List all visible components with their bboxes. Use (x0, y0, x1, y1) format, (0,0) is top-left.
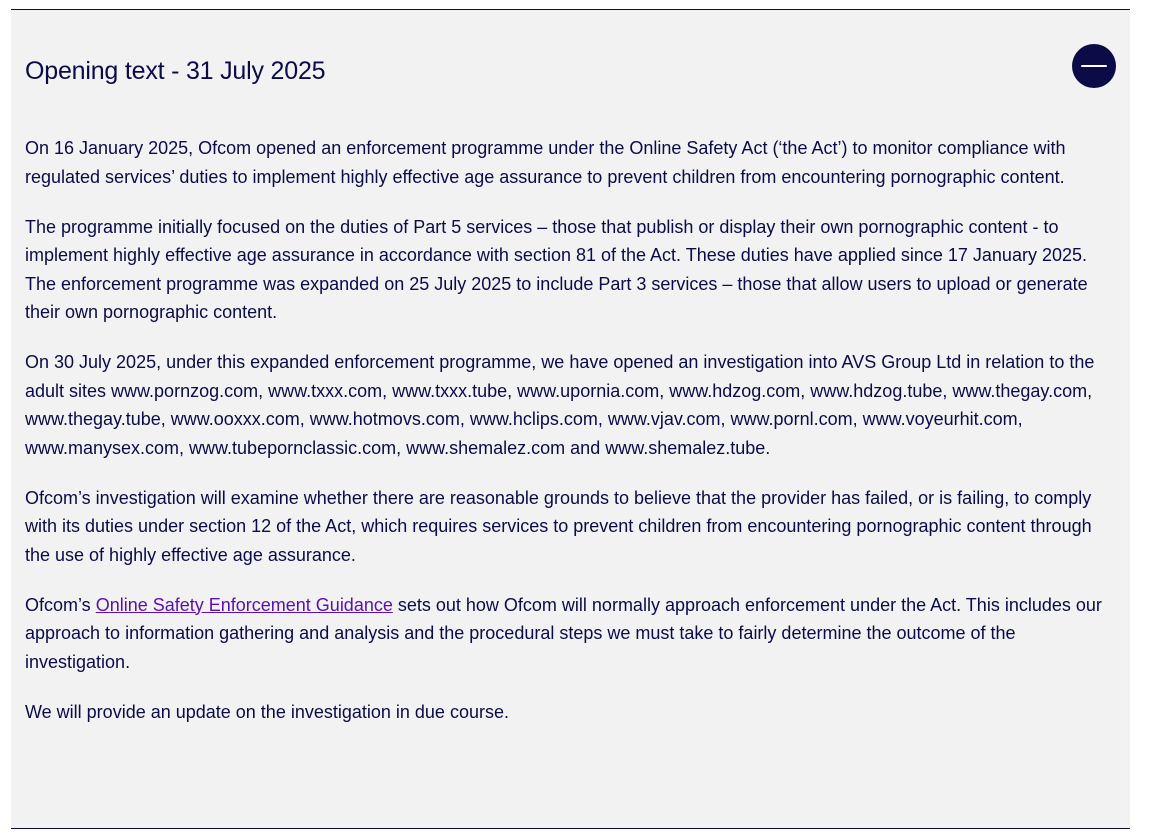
minus-icon (1081, 65, 1107, 67)
paragraph-5-prefix: Ofcom’s (25, 594, 96, 615)
paragraph-5-suffix: sets out how Ofcom will normally approach enforcement under the Act. This includes our approach to information gathering and analysis and the procedural steps we must take to fairly determine the outcome of the investigation. (25, 594, 1102, 672)
paragraph-3: On 30 July 2025, under this expanded enforcement programme, we have opened an investigation into AVS Group Ltd in relation to the adult sites www.pornzog.com, www.txxx.com, www.txxx.tube, www.upornia.com, www.hdzog.com, www.hdzog.tube, www.thegay.com, www.thegay.tube, www.ooxxx.com, www.hotmovs.com, www.hclips.com, www.vjav.com, www.pornl.com, www.voyeurhit.com, www.manysex.com, www.tubepornclassic.com, www.shemalez.com and www.shemalez.tube. (25, 352, 1095, 458)
paragraph-5 (25, 591, 1115, 677)
enforcement-guidance-link[interactable]: Online Safety Enforcement Guidance (95, 594, 393, 615)
accordion-panel (11, 9, 1130, 829)
section-body (25, 134, 1115, 748)
paragraph-4: Ofcom’s investigation will examine whether there are reasonable grounds to believe that the provider has failed, or is failing, to comply with its duties under section 12 of the Act, which requires services to prevent children from encountering pornographic content through the use of highly effective age assurance. (25, 487, 1092, 565)
collapse-button[interactable] (1072, 44, 1116, 88)
paragraph-2: The programme initially focused on the duties of Part 5 services – those that publish or display their own pornographic content - to implement highly effective age assurance in accordance with section 81 of the Act. These duties have applied since 17 January 2025. The enforcement programme was expanded on 25 July 2025 to include Part 3 services – those that allow users to upload or generate their own pornographic content. (25, 216, 1088, 322)
section-title: Opening text - 31 July 2025 (25, 57, 326, 85)
paragraph-1: On 16 January 2025, Ofcom opened an enforcement programme under the Online Safety Act (‘the Act’) to monitor compliance with regulated services’ duties to implement highly effective age assurance to prevent children from encountering pornographic content. (25, 138, 1066, 187)
paragraph-6: We will provide an update on the investigation in due course. (25, 701, 509, 722)
